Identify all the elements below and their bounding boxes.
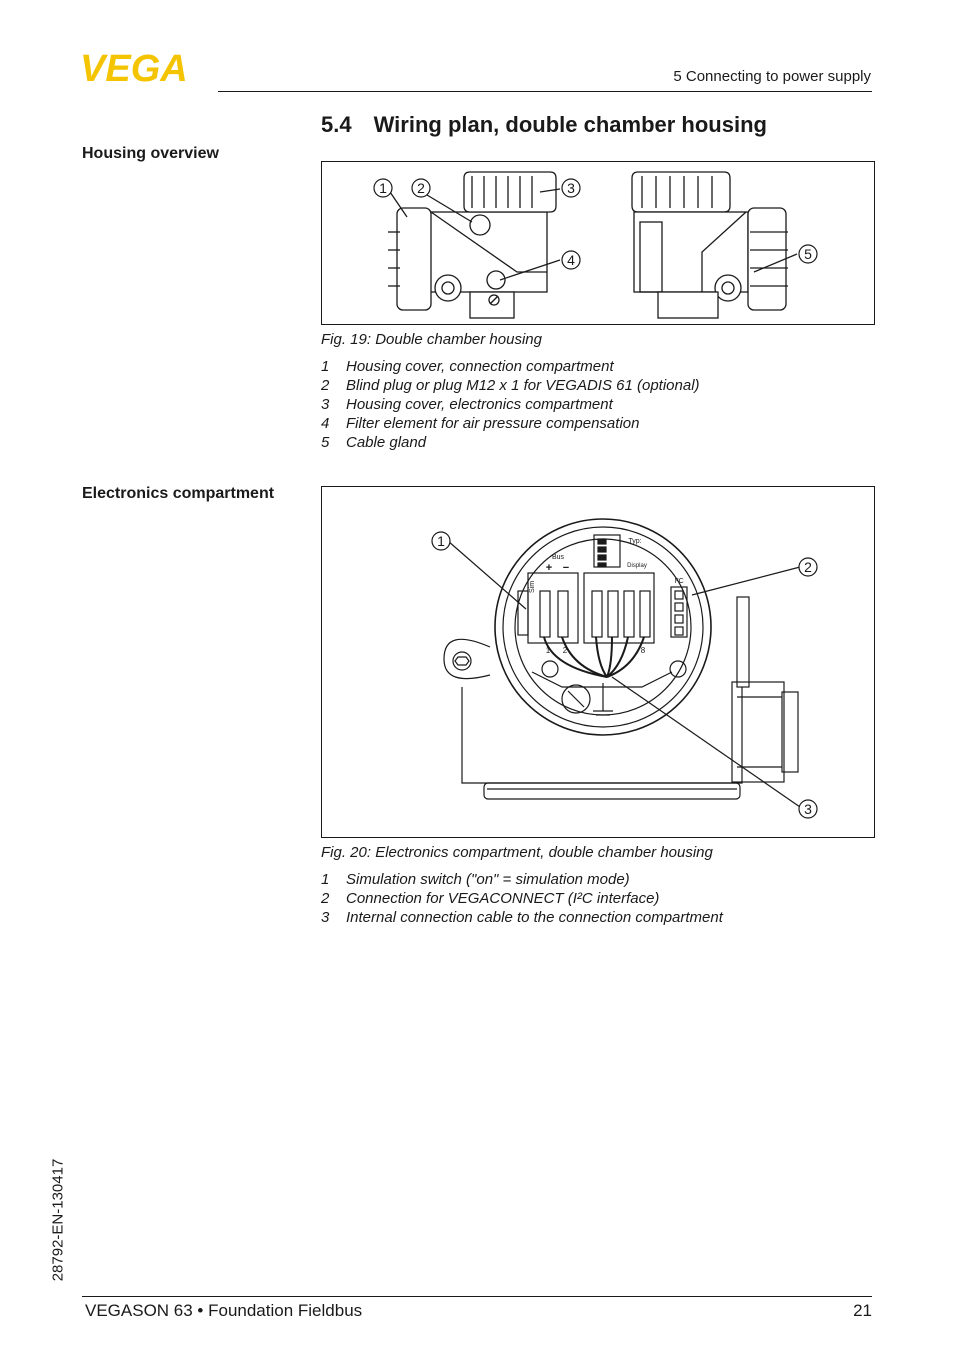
label-display: Display <box>627 563 647 569</box>
fig20-caption: Fig. 20: Electronics compartment, double chamber housing <box>321 844 713 861</box>
fig20-callout-3: 3 <box>804 801 812 817</box>
legend-item: 2 Connection for VEGACONNECT (I²C interface) <box>321 890 660 907</box>
label-i2c: I²C <box>674 578 684 585</box>
legend-item: 3 Internal connection cable to the connection compartment <box>321 909 723 926</box>
fig20-callout-2: 2 <box>804 559 812 575</box>
housing-rear-view <box>632 172 788 318</box>
fig20-legend <box>321 870 723 927</box>
legend-item: 3 Housing cover, electronics compartment <box>321 396 613 413</box>
fig19-callout-4: 4 <box>567 252 575 268</box>
footer-product: VEGASON 63 • Foundation Fieldbus <box>85 1301 363 1320</box>
legend-item: 2 Blind plug or plug M12 x 1 for VEGADIS 61 (optional) <box>321 377 700 394</box>
legend-item: 5 Cable gland <box>321 434 427 451</box>
terminal-2-label: 2 <box>562 646 568 655</box>
footer-rule <box>82 1296 872 1297</box>
label-typ: Typ: <box>628 538 642 545</box>
document-id-text: 28792-EN-130417 <box>49 1158 67 1282</box>
label-plus: + <box>545 562 553 574</box>
legend-item: 1 Simulation switch ("on" = simulation mode) <box>321 871 630 888</box>
fig20-callout-1: 1 <box>437 533 445 549</box>
label-minus: − <box>562 562 570 574</box>
figure-electronics-compartment <box>321 486 875 838</box>
vega-logo <box>80 50 212 89</box>
fig19-caption: Fig. 19: Double chamber housing <box>321 331 542 348</box>
logo-text: VEGA <box>80 50 188 84</box>
fig19-callout-5: 5 <box>804 246 812 262</box>
fig19-callout-1: 1 <box>379 180 387 196</box>
section-title-text: Wiring plan, double chamber housing <box>373 112 767 137</box>
housing-overview-heading: Housing overview <box>82 145 219 162</box>
page-number: 21 <box>853 1301 872 1320</box>
legend-item: 4 Filter element for air pressure compensation <box>321 415 640 432</box>
label-bus: Bus <box>551 554 565 561</box>
housing-front-view <box>388 172 556 318</box>
document-id <box>43 1140 73 1300</box>
section-number: 5.4 <box>321 112 352 137</box>
label-sim: Sim <box>529 580 536 594</box>
figure-double-chamber-housing <box>321 161 875 325</box>
fig19-legend <box>321 357 700 452</box>
header-rule <box>218 91 872 92</box>
header-section-label: 5 Connecting to power supply <box>673 68 871 85</box>
section-title <box>321 112 767 138</box>
legend-item: 1 Housing cover, connection compartment <box>321 358 614 375</box>
terminal-8-label: 8 <box>640 646 646 655</box>
electronics-compartment-heading: Electronics compartment <box>82 485 275 502</box>
fig19-callout-2: 2 <box>417 180 425 196</box>
fig19-callout-3: 3 <box>567 180 575 196</box>
terminal-1-label: 1 <box>545 646 551 655</box>
